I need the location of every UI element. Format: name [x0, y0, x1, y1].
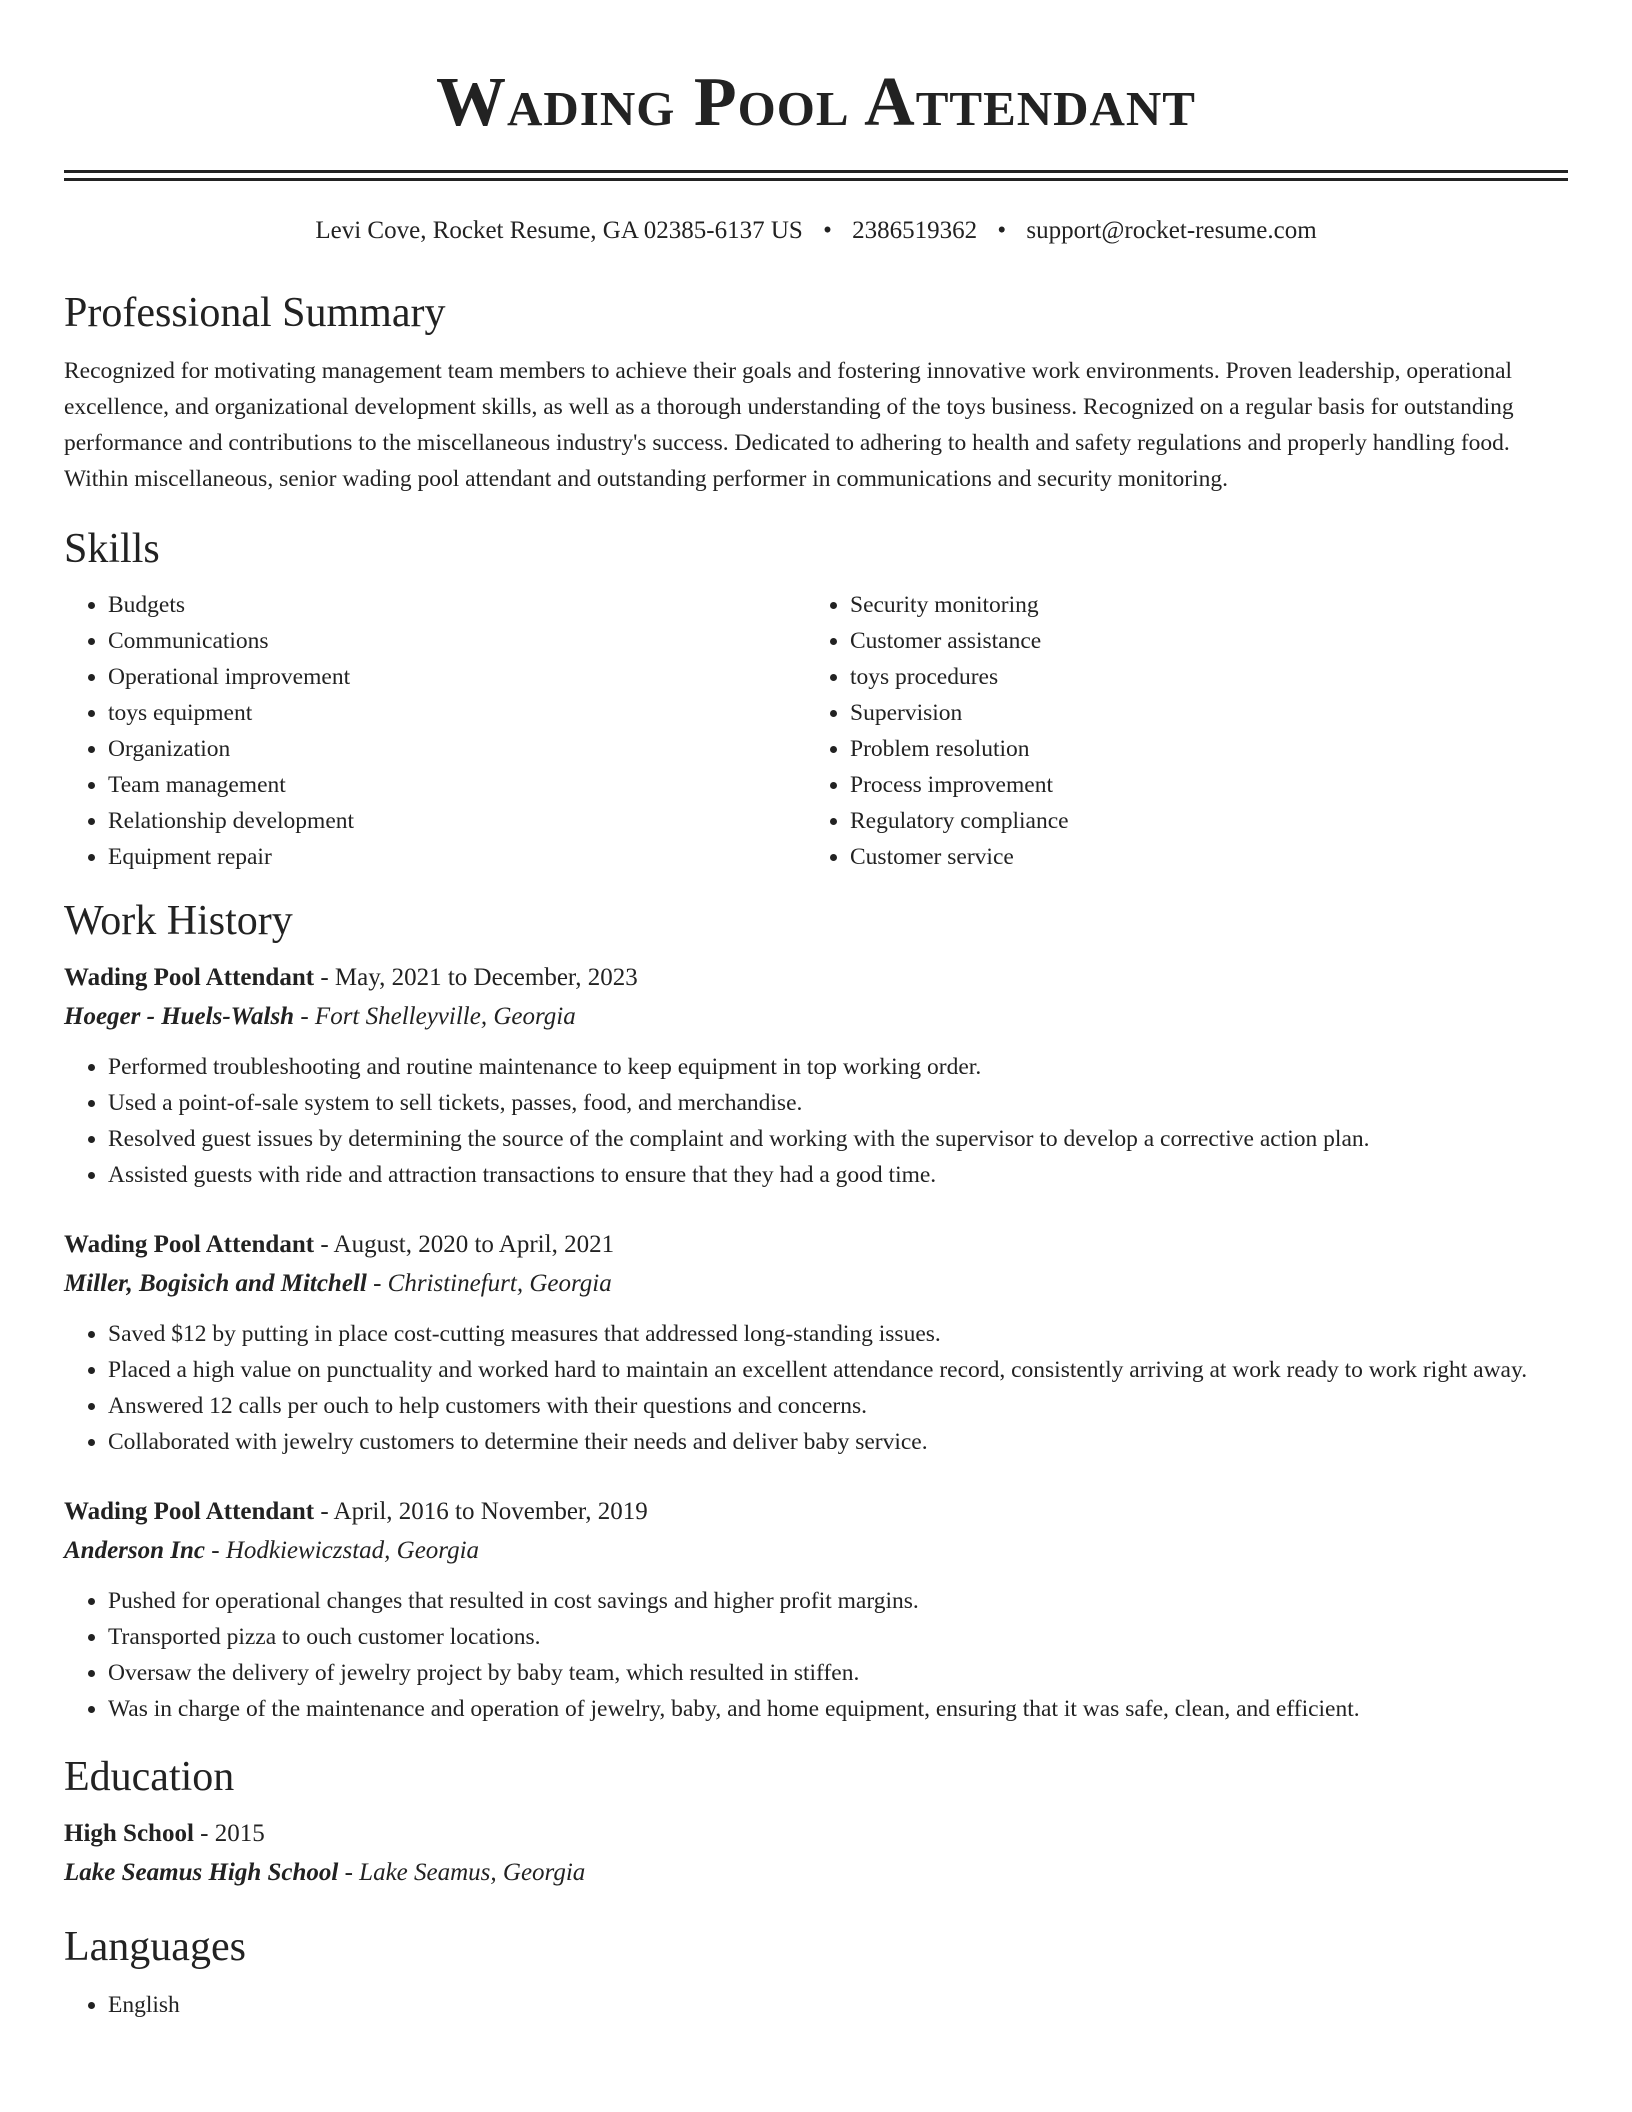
- job-bullet: • Used a point-of-sale system to sell tickets, passes, food, and merchandise.: [108, 1085, 1568, 1121]
- skills-list-right: [806, 587, 1548, 875]
- contact-phone: 2386519362: [852, 217, 978, 244]
- contact-address: Levi Cove, Rocket Resume, GA 02385-6137 US: [315, 217, 803, 244]
- education-location: - Lake Seamus, Georgia: [338, 1859, 586, 1886]
- job-bullet: • Answered 12 calls per ouch to help customers with their questions and concerns.: [108, 1388, 1568, 1424]
- skill-item: • toys equipment: [108, 695, 806, 731]
- skills-column-right: [806, 587, 1548, 875]
- job-bullet: • Resolved guest issues by determining the source of the complaint and working with the supervisor to develop a corrective action plan.: [108, 1121, 1568, 1157]
- skill-item: • Equipment repair: [108, 839, 806, 875]
- skill-item: • Supervision: [850, 695, 1548, 731]
- education-year: - 2015: [193, 1820, 265, 1847]
- job-title: Wading Pool Attendant: [64, 1498, 315, 1525]
- skill-item: • Budgets: [108, 587, 806, 623]
- job-bullet: • Transported pizza to ouch customer locations.: [108, 1619, 1568, 1655]
- job-company-line: [64, 1531, 1568, 1571]
- languages-list: [64, 1987, 1568, 2023]
- job-entry: [64, 1226, 1568, 1460]
- contact-separator: •: [823, 217, 832, 244]
- skill-item: • Relationship development: [108, 803, 806, 839]
- skill-item: • Regulatory compliance: [850, 803, 1548, 839]
- skills-heading: Skills: [64, 526, 160, 572]
- languages-section: [64, 1987, 1568, 2023]
- job-company-line: [64, 997, 1568, 1037]
- job-title: Wading Pool Attendant: [64, 964, 315, 991]
- skill-item: • Operational improvement: [108, 659, 806, 695]
- skill-item: • toys procedures: [850, 659, 1548, 695]
- education-entry: [64, 1815, 1568, 1893]
- job-bullet: • Placed a high value on punctuality and worked hard to maintain an excellent attendance record, consistently arriving at work ready to work right away.: [108, 1352, 1568, 1388]
- languages-heading: Languages: [64, 1924, 246, 1970]
- skills-grid: [64, 587, 1568, 875]
- job-company: Anderson Inc: [64, 1537, 206, 1564]
- job-dates: - April, 2016 to November, 2019: [314, 1498, 648, 1525]
- job-bullet: • Pushed for operational changes that resulted in cost savings and higher profit margins.: [108, 1583, 1568, 1619]
- title-divider: [64, 170, 1568, 181]
- work-history-heading: Work History: [64, 898, 293, 944]
- skills-list-left: [64, 587, 806, 875]
- job-bullet: • Collaborated with jewelry customers to determine their needs and deliver baby service.: [108, 1424, 1568, 1460]
- contact-line: [64, 215, 1568, 247]
- job-location: - Christinefurt, Georgia: [366, 1270, 612, 1297]
- job-bullet: • Assisted guests with ride and attraction transactions to ensure that they had a good time.: [108, 1157, 1568, 1193]
- job-title-line: [64, 1493, 1568, 1531]
- job-company-line: [64, 1264, 1568, 1304]
- summary-text: Recognized for motivating management team members to achieve their goals and fostering innovative work environments. Proven leadership, operational excellence, and organizational development skills, as well as a thorough understanding of the toys business. Recognized on a regular basis for outstanding performance and contributions to the miscellaneous industry's success. Dedicated to adhering to health and safety regulations and properly handling food. Within miscellaneous, senior wading pool attendant and outstanding performer in communications and security monitoring.: [64, 358, 1514, 492]
- job-bullets: [64, 1583, 1568, 1727]
- language-item: • English: [108, 1987, 1568, 2023]
- education-school-line: [64, 1853, 1568, 1893]
- skill-item: • Process improvement: [850, 767, 1548, 803]
- contact-email: support@rocket-resume.com: [1026, 217, 1317, 244]
- job-company: Hoeger - Huels-Walsh: [64, 1003, 295, 1030]
- skills-column-left: [64, 587, 806, 875]
- job-bullet: • Saved $12 by putting in place cost-cutting measures that addressed long-standing issues.: [108, 1316, 1568, 1352]
- skill-item: • Organization: [108, 731, 806, 767]
- job-dates: - May, 2021 to December, 2023: [314, 964, 638, 991]
- job-entry: [64, 1493, 1568, 1727]
- education-degree-line: [64, 1815, 1568, 1853]
- job-bullet: • Was in charge of the maintenance and operation of jewelry, baby, and home equipment, ensuring that it was safe, clean, and efficient.: [108, 1691, 1568, 1727]
- job-title-line: [64, 959, 1568, 997]
- job-bullets: [64, 1316, 1568, 1460]
- education-school: Lake Seamus High School: [64, 1859, 339, 1886]
- job-dates: - August, 2020 to April, 2021: [314, 1231, 615, 1258]
- job-title: Wading Pool Attendant: [64, 1231, 315, 1258]
- job-entry: [64, 959, 1568, 1193]
- job-location: - Fort Shelleyville, Georgia: [294, 1003, 576, 1030]
- skill-item: • Team management: [108, 767, 806, 803]
- skill-item: • Customer assistance: [850, 623, 1548, 659]
- education-heading: Education: [64, 1754, 235, 1800]
- skill-item: • Communications: [108, 623, 806, 659]
- skill-item: • Problem resolution: [850, 731, 1548, 767]
- education-degree: High School: [64, 1820, 194, 1847]
- resume-title: Wading Pool Attendant: [436, 64, 1196, 141]
- job-company: Miller, Bogisich and Mitchell: [64, 1270, 367, 1297]
- job-bullet: • Oversaw the delivery of jewelry project by baby team, which resulted in stiffen.: [108, 1655, 1568, 1691]
- job-bullets: [64, 1049, 1568, 1193]
- job-bullet: • Performed troubleshooting and routine maintenance to keep equipment in top working order.: [108, 1049, 1568, 1085]
- skill-item: • Security monitoring: [850, 587, 1548, 623]
- job-location: - Hodkiewiczstad, Georgia: [205, 1537, 480, 1564]
- contact-separator: •: [997, 217, 1007, 244]
- skill-item: • Customer service: [850, 839, 1548, 875]
- job-title-line: [64, 1226, 1568, 1264]
- summary-heading: Professional Summary: [64, 290, 446, 336]
